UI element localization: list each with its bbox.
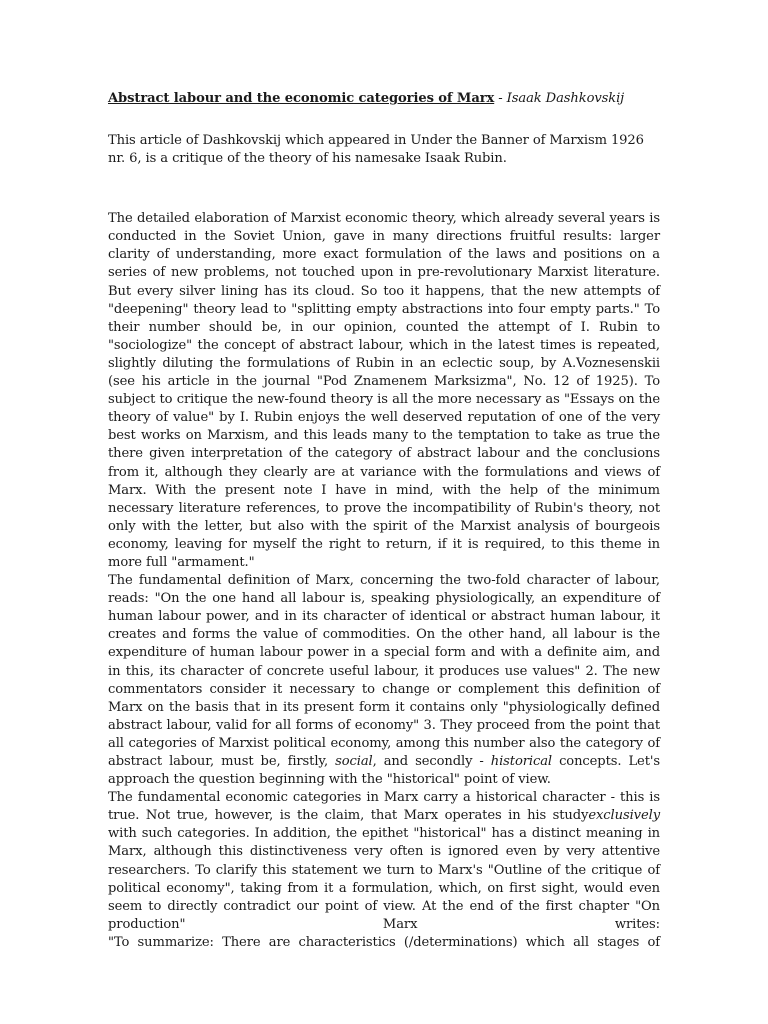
paragraph-3-part-a: The fundamental economic categories in Marx carry a historical character - this is true. Not true, however, is the claim, that Marx operates in his study	[108, 790, 660, 824]
article-intro: This article of Dashkovskij which appeared in Under the Banner of Marxism 1926 nr. 6, is a critique of the theory of his namesake Isaak Rubin.	[108, 133, 644, 167]
article-author: Isaak Dashkovskij	[506, 91, 625, 106]
paragraph-2-part-b: , and secondly -	[372, 754, 491, 769]
article-heading	[108, 90, 660, 108]
paragraph-4: "To summarize: There are characteristics (/determinations) which all stages of	[108, 934, 660, 950]
paragraph-1: The detailed elaboration of Marxist economic theory, which already several years is conducted in the Soviet Union, gave in many directions fruitful results: larger clarity of understanding, more exact formulation of the laws and positions on a series of new problems, not touched upon in pre-revolutionary Marxist literature. But every silver lining has its cloud. So too it happens, that the new attempts of "deepening" theory lead to "splitting empty abstractions into four empty parts." To their number should be, in our opinion, counted the attempt of I. Rubin to "sociologize" the concept of abstract labour, which in the latest times is repeated, slightly diluting the formulations of Rubin in an eclectic soup, by A.Voznesenskii (see his article in the journal "Pod Znamenem Marksizma", No. 12 of 1925). To subject to critique the new-found theory is all the more necessary as "Essays on the theory of value" by I. Rubin enjoys the well deserved reputation of one of the very best works on Marxism, and this leads many to the temptation to take as true the there given interpretation of the category of abstract labour and the conclusions from it, although they clearly are at variance with the formulations and views of Marx. With the present note I have in mind, with the help of the minimum necessary literature references, to prove the incompatibility of Rubin's theory, not only with the letter, but also with the spirit of the Marxist analysis of bourgeois economy, leaving for myself the right to return, if it is required, to this theme in more full "armament."	[108, 211, 660, 570]
paragraph-3-part-b: with such categories. In addition, the epithet "historical" has a distinct meaning in Marx, although this distinctiveness very often is ignored even by very attentive researchers. To clarify this statement we turn to Marx's "Outline of the critique of political economy", taking from it a formulation, which, on first sight, would even seem to directly contradict our point of view. At the end of the first chapter "On production" Marx writes:	[108, 826, 660, 932]
article-title: Abstract labour and the economic categories of Marx	[108, 91, 495, 106]
paragraph-2-part-a: The fundamental definition of Marx, concerning the two-fold character of labour, reads: "On the one hand all labour is, speaking physiologically, an expenditure of human labour power, and in its character of identical or abstract human labour, it creates and forms the value of commodities. On the other hand, all labour is the expenditure of human labour power in a special form and with a definite aim, and in this, its character of concrete useful labour, it produces use values" 2. The new commentators consider it necessary to change or complement this definition of Marx on the basis that in its present form it contains only "physiologically defined abstract labour, valid for all forms of economy" 3. They proceed from the point that all categories of Marxist political economy, among this number also the category of abstract labour, must be, firstly,	[108, 573, 660, 769]
paragraph-2-emphasis-historical: historical	[490, 754, 553, 769]
paragraph-2-emphasis-social: social	[335, 754, 373, 769]
title-separator: -	[494, 91, 507, 106]
document-page	[108, 90, 660, 952]
paragraph-3-emphasis-exclusively: exclusively	[588, 808, 660, 824]
paragraph-3	[108, 789, 660, 934]
paragraph-2	[108, 572, 660, 789]
paragraph-2-part-c: concepts. Let's approach the question beginning with the "historical" point of view.	[108, 754, 660, 788]
